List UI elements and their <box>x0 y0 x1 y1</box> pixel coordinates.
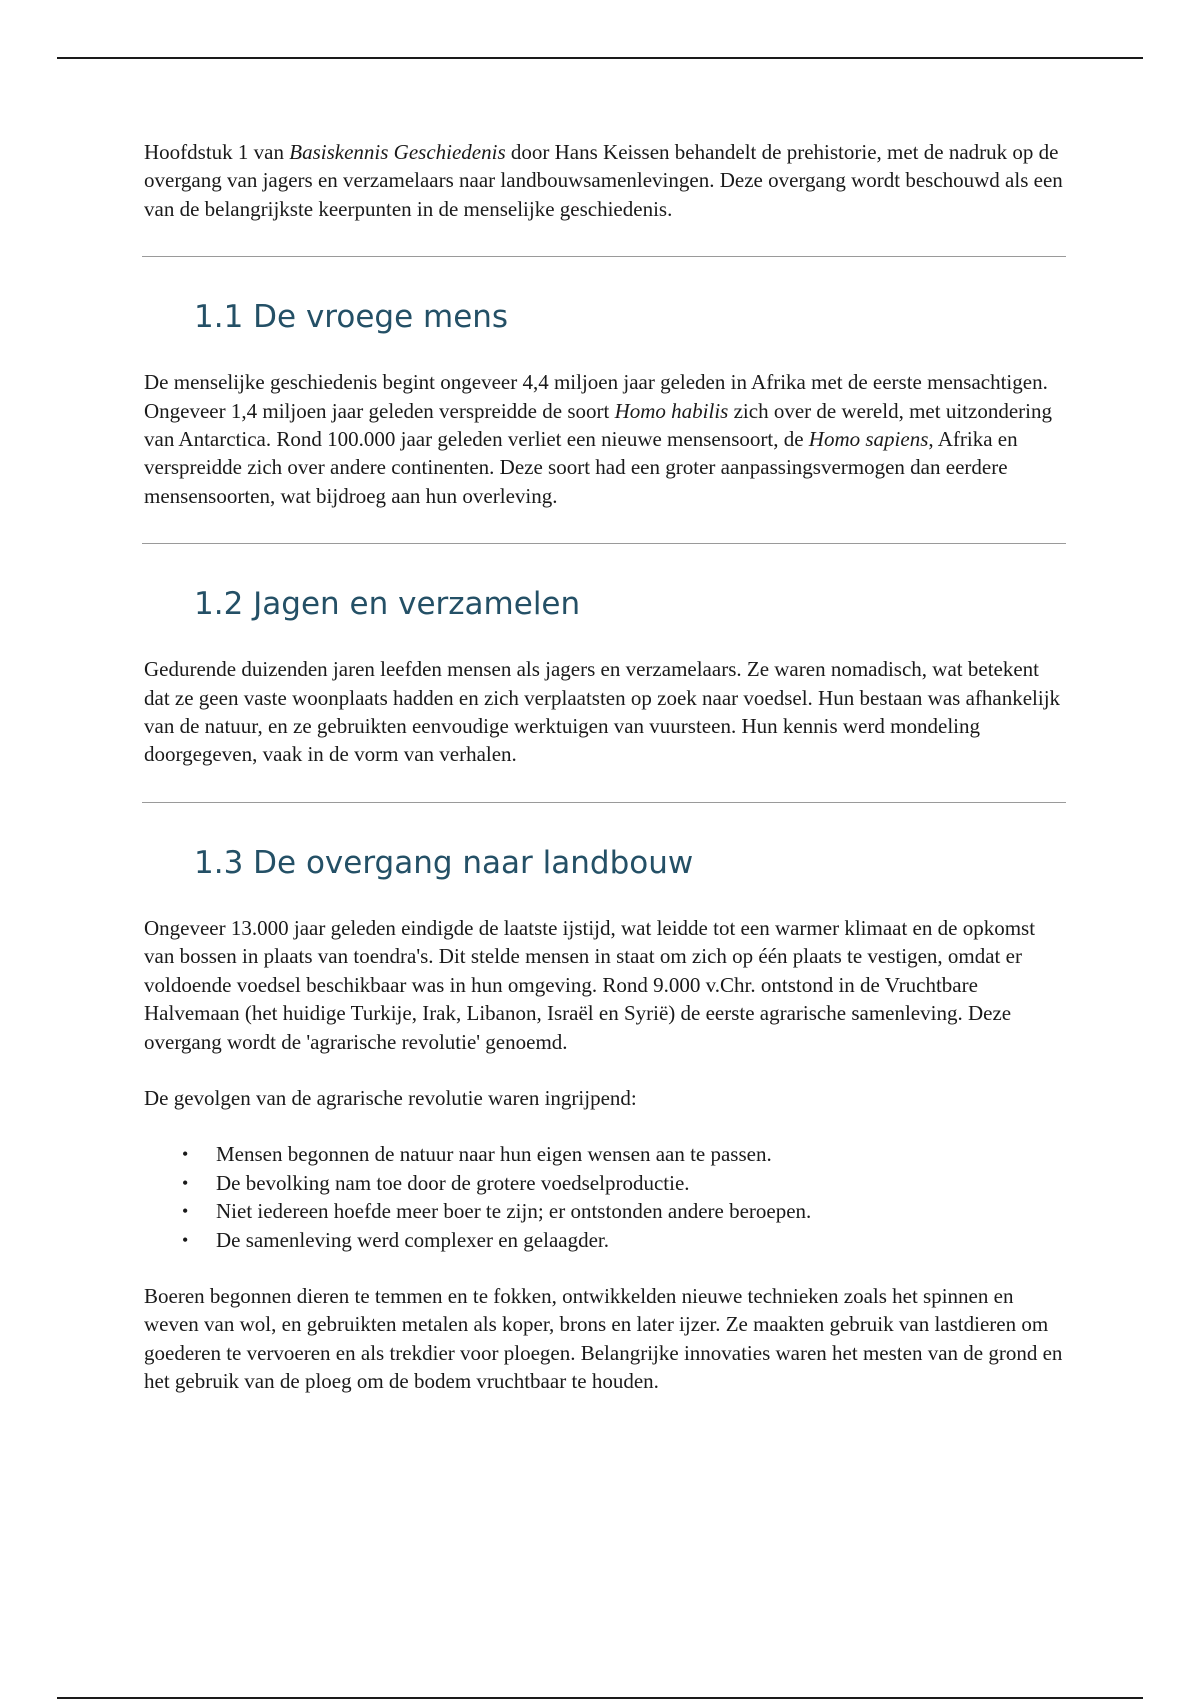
book-title: Basiskennis Geschiedenis <box>289 140 506 164</box>
page-top-rule <box>57 57 1143 59</box>
consequences-list <box>144 1140 1064 1254</box>
bullet-icon: • <box>182 1172 189 1193</box>
section-heading-1-1: 1.1 De vroege mens <box>194 299 509 336</box>
species-name: Homo sapiens <box>808 427 929 452</box>
section-1-3-paragraph-2: De gevolgen van de agrarische revolutie waren ingrijpend: <box>144 1085 637 1110</box>
list-item-text: Mensen begonnen de natuur naar hun eigen wensen aan te passen. <box>216 1142 772 1167</box>
list-item <box>144 1197 1064 1225</box>
section-1-2-paragraph: Gedurende duizenden jaren leefden mensen als jagers en verzamelaars. Ze waren nomadisch, wat betekent dat ze geen vaste woonplaats hadden en zich verplaatsten op zoek naar voedsel. Hun bestaan was afhankelijk van de natuur, en ze gebruikten eenvoudige werktuigen van vuursteen. Hun kennis werd mondeling doorgegeven, vaak in de vorm van verhalen. <box>144 657 1061 767</box>
section-divider <box>142 802 1066 803</box>
section-1-3-paragraph-1: Ongeveer 13.000 jaar geleden eindigde de laatste ijstijd, wat leidde tot een warmer klimaat en de opkomst van bossen in plaats van toendra's. Dit stelde mensen in staat om zich op één plaats te vestigen, omdat er voldoende voedsel beschikbaar was in hun omgeving. Rond 9.000 v.Chr. ontstond in de Vruchtbare Halvemaan (het huidige Turkije, Irak, Libanon, Israël en Syrië) de eerste agrarische samenleving. Deze overgang wordt de 'agrarische revolutie' genoemd. <box>144 915 1036 1054</box>
paragraph-text: De menselijke geschiedenis begint ongeveer 4,4 miljoen jaar geleden in Afrika met de eerste mensachtigen. Ongeveer 1,4 miljoen jaar geleden verspreidde de soort <box>144 370 1048 423</box>
intro-text: Hoofdstuk 1 van <box>144 140 290 164</box>
section-1-3-paragraph-3: Boeren begonnen dieren te temmen en te fokken, ontwikkelden nieuwe technieken zoals het spinnen en weven van wol, en gebruikten metalen als koper, brons en later ijzer. Ze maakten gebruik van lastdieren om goederen te vervoeren en als trekdier voor ploegen. Belangrijke innovaties waren het mesten van de grond en het gebruik van de ploeg om de bodem vruchtbaar te houden. <box>144 1283 1063 1394</box>
section-divider <box>142 543 1066 544</box>
paragraph-text: , Afrika en verspreidde zich over andere continenten. Deze soort had een groter aanpassingsvermogen dan eerdere mensensoorten, wat bijdroeg aan hun overleving. <box>144 427 1018 508</box>
species-name: Homo habilis <box>614 398 729 423</box>
paragraph-text: zich over de wereld, met uitzondering van Antarctica. Rond 100.000 jaar geleden verliet een nieuwe mensensoort, de <box>144 398 1052 452</box>
bullet-icon: • <box>182 1229 189 1250</box>
bullet-icon: • <box>182 1201 189 1222</box>
page-bottom-rule <box>57 1697 1143 1699</box>
list-item <box>144 1140 1064 1168</box>
list-item <box>144 1169 1064 1197</box>
list-item <box>144 1226 1064 1254</box>
list-item-text: De samenleving werd complexer en gelaagder. <box>216 1227 610 1252</box>
section-1-1-paragraph <box>144 368 1064 510</box>
list-item-text: De bevolking nam toe door de grotere voedselproductie. <box>216 1170 690 1195</box>
bullet-icon: • <box>182 1144 189 1165</box>
section-heading-1-2: 1.2 Jagen en verzamelen <box>194 586 581 623</box>
intro-text-rest: door Hans Keissen behandelt de prehistorie, met de nadruk op de overgang van jagers en verzamelaars naar landbouwsamenlevingen. Deze overgang wordt beschouwd als een van de belangrijkste keerpunten in de menselijke geschiedenis. <box>144 140 1063 221</box>
section-heading-1-3: 1.3 De overgang naar landbouw <box>194 844 694 881</box>
section-divider <box>142 256 1066 257</box>
intro-paragraph <box>144 138 1064 223</box>
list-item-text: Niet iedereen hoefde meer boer te zijn; er ontstonden andere beroepen. <box>216 1199 812 1224</box>
document-body <box>144 138 1064 1396</box>
